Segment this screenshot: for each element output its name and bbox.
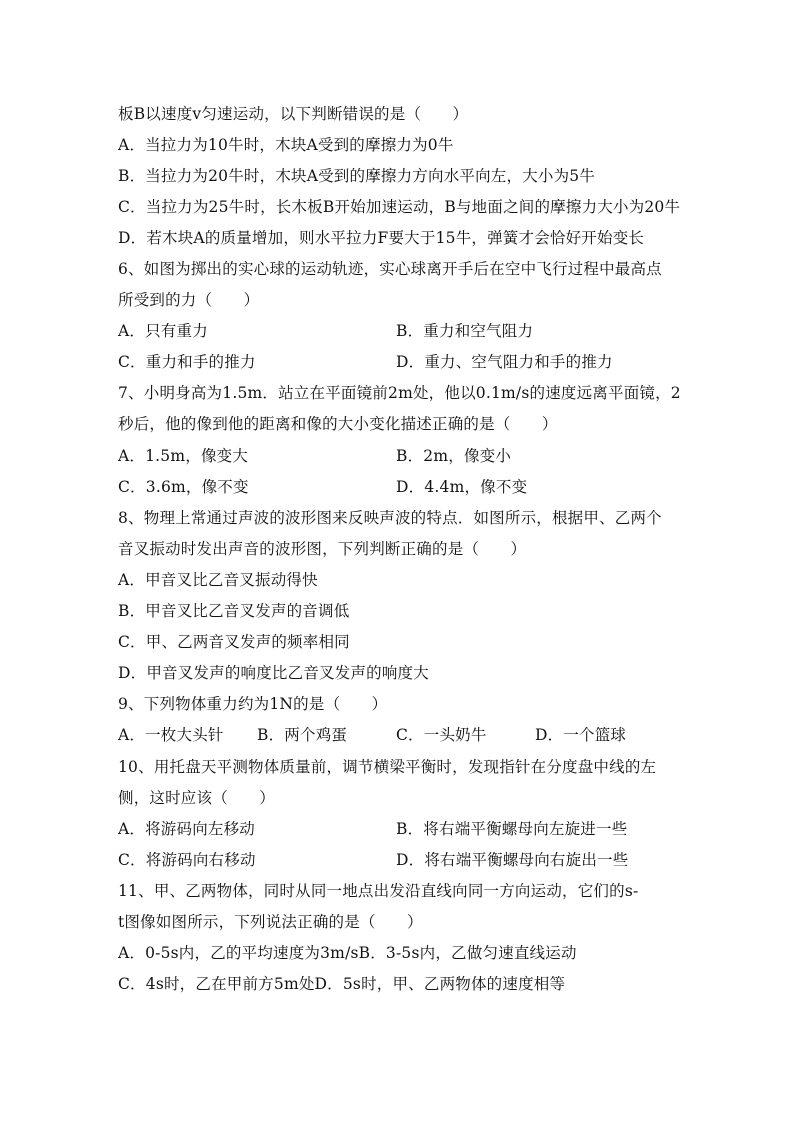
q8-stem-line1: 8、物理上常通过声波的波形图来反映声波的特点．如图所示，根据甲、乙两个 [118, 509, 662, 527]
q7-option-c: C．3.6m，像不变 [118, 478, 249, 496]
q5-stem-continuation: 板B以速度v匀速运动，以下判断错误的是（ ） [118, 105, 469, 123]
q7-stem-line1: 7、小明身高为1.5m．站立在平面镜前2m处，他以0.1m/s的速度远离平面镜，2 [118, 384, 681, 402]
q9-option-c: C．一头奶牛 [396, 726, 487, 744]
q6-stem-line1: 6、如图为掷出的实心球的运动轨迹，实心球离开手后在空中飞行过程中最高点 [118, 260, 662, 278]
q10-option-b: B．将右端平衡螺母向左旋进一些 [396, 820, 628, 838]
q8-option-b: B．甲音叉比乙音叉发声的音调低 [118, 602, 350, 620]
q10-option-c: C．将游码向右移动 [118, 851, 256, 869]
q7-option-a: A．1.5m，像变大 [118, 447, 249, 465]
q7-option-b: B．2m，像变小 [396, 447, 512, 465]
q6-option-d: D．重力、空气阻力和手的推力 [396, 353, 613, 371]
q10-stem-line2: 侧，这时应该（ ） [118, 789, 276, 807]
q6-stem-line2: 所受到的力（ ） [118, 291, 260, 309]
q8-option-c: C．甲、乙两音叉发声的频率相同 [118, 633, 350, 651]
q9-option-d: D．一个篮球 [535, 726, 627, 744]
q5-option-c: C．当拉力为25牛时，长木板B开始加速运动，B与地面之间的摩擦力大小为20牛 [118, 198, 681, 216]
q7-stem-line2: 秒后，他的像到他的距离和像的大小变化描述正确的是（ ） [118, 415, 558, 433]
q10-option-d: D．将右端平衡螺母向右旋出一些 [396, 851, 629, 869]
q5-option-d: D．若木块A的质量增加，则水平拉力F要大于15牛，弹簧才会恰好开始变长 [118, 229, 645, 247]
q10-option-a: A．将游码向左移动 [118, 820, 255, 838]
q11-stem-line2: t图像如图所示，下列说法正确的是（ ） [118, 913, 423, 931]
q9-option-a: A．一枚大头针 [118, 726, 224, 744]
q6-option-c: C．重力和手的推力 [118, 353, 256, 371]
q6-option-b: B．重力和空气阻力 [396, 322, 534, 340]
q8-option-d: D．甲音叉发声的响度比乙音叉发声的响度大 [118, 664, 429, 682]
q11-options-ab: A．0-5s内，乙的平均速度为3m/sB．3-5s内，乙做匀速直线运动 [118, 944, 577, 962]
q8-stem-line2: 音叉振动时发出声音的波形图，下列判断正确的是（ ） [118, 540, 527, 558]
q11-stem-line1: 11、甲、乙两物体，同时从同一地点出发沿直线向同一方向运动，它们的s- [118, 882, 639, 900]
q5-option-b: B．当拉力为20牛时，木块A受到的摩擦力方向水平向左，大小为5牛 [118, 167, 596, 185]
q6-option-a: A．只有重力 [118, 322, 208, 340]
q10-stem-line1: 10、用托盘天平测物体质量前，调节横梁平衡时，发现指针在分度盘中线的左 [118, 758, 657, 776]
q8-option-a: A．甲音叉比乙音叉振动得快 [118, 571, 318, 589]
q9-option-b: B．两个鸡蛋 [257, 726, 348, 744]
q11-options-cd: C．4s时，乙在甲前方5m处D．5s时，甲、乙两物体的速度相等 [118, 975, 566, 993]
q5-option-a: A．当拉力为10牛时，木块A受到的摩擦力为0牛 [118, 136, 454, 154]
q9-stem: 9、下列物体重力约为1N的是（ ） [118, 695, 388, 713]
q7-option-d: D．4.4m，像不变 [396, 478, 528, 496]
